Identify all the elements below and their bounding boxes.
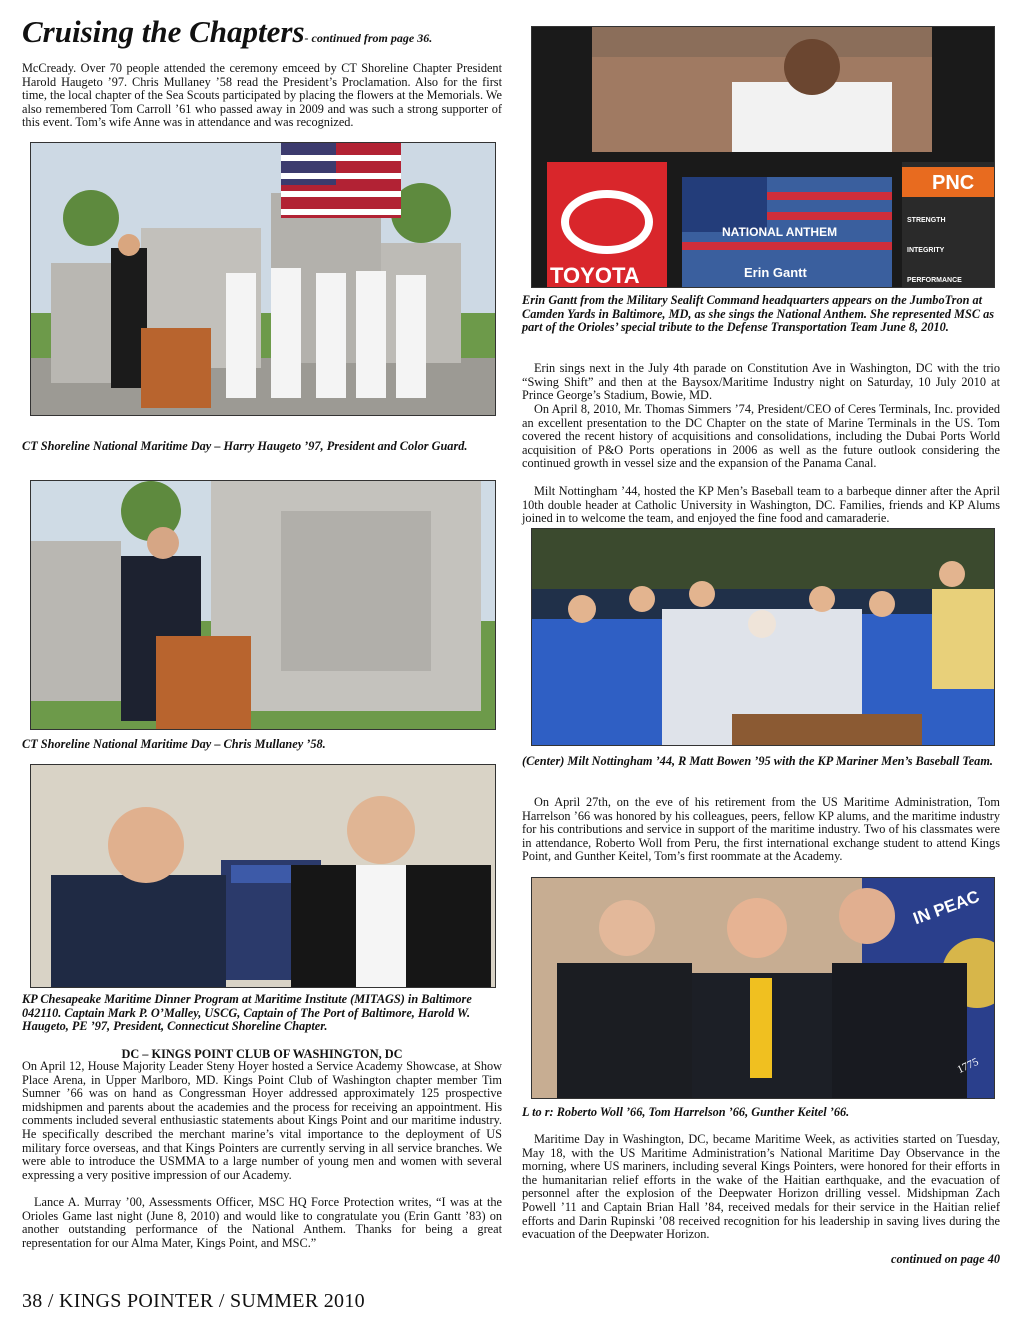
continued-from-note: - continued from page 36. (304, 31, 433, 45)
page-footer: 38 / KINGS POINTER / SUMMER 2010 (22, 1290, 365, 1312)
jumbotron-anthem-label: NATIONAL ANTHEM (722, 225, 838, 239)
jumbotron-performance-label: PERFORMANCE (907, 277, 962, 284)
intro-paragraph: McCready. Over 70 people attended the ceremony emceed by CT Shoreline Chapter President Harold Haugeto ’97. Chris Mullaney ’58 read the President’s Proclamation. Also for the first time, the local chapter of the Sea Scouts participated by placing the flowers at the Memorials. We also remembered Tom Carroll ’61 who passed away in 2009 and was such a strong supporter of this event. Tom’s wife Anne was in attendance and was recognized. (22, 61, 502, 130)
caption-chris-mullaney: CT Shoreline National Maritime Day – Chris Mullaney ’58. (22, 737, 326, 751)
caption-baseball-team: (Center) Milt Nottingham ’44, R Matt Bowen ’95 with the KP Mariner Men’s Baseball Team. (522, 754, 993, 768)
continued-on-note: continued on page 40 (891, 1252, 1000, 1266)
section-heading-dc: DC – KINGS POINT CLUB OF WASHINGTON, DC (121, 1047, 403, 1061)
paragraph-dc-showcase: On April 12, House Majority Leader Steny Hoyer hosted a Service Academy Showcase, at Show Place Arena, in Upper Marlboro, MD. Kings Point Club of Washington chapter member Tim Sumner ’66 was on hand as Congressman Hoyer addressed approximately 125 prospective midshipmen and parents about the academies and the process for receiving an appointment. His comments included several enthusiastic statements about Kings Point and our maritime industry. He specifically described the merchant marine’s vital importance to the deployment of US military force overseas, and that Kings Pointers are currently serving in all service branches. We were able to introduce the USMMA to a large number of young men and women with several expressing a very positive impression of our Academy. (22, 1059, 502, 1182)
jumbotron-strength-label: STRENGTH (907, 217, 946, 224)
paragraph-simmers: On April 8, 2010, Mr. Thomas Simmers ’74, President/CEO of Ceres Terminals, Inc. provided an excellent presentation to the DC Chapter on the state of Marine Terminals in the US. Tom covered the recent history of acquisitions and consolidations, including the Dubai Ports World acquisition of P&O Ports operations in 2006 as well as the future outlook considering the continued growth in vessel size and the expansion of the Panama Canal. (522, 402, 1000, 471)
paragraph-maritime-week: Maritime Day in Washington, DC, became Maritime Week, as activities started on Tuesday, May 18, with the US Maritime Administration’s National Maritime Day Observance in the morning, where US mariners, including several Kings Pointers, were honored for their efforts in the humanitarian relief efforts in the wake of the Haitian earthquake, and the evacuation of personnel after the explosion of the Deepwater Horizon drilling vessel. Midshipman Zach Powell ’11 and Captain Brian Hall ’84, received medals for their service in the Haitian relief efforts and Darin Rupinski ’08 received recognition for his leadership in saving lives during the evacuation of the Deepwater Horizon. (522, 1132, 1000, 1242)
banner-text: IN PEAC (910, 886, 982, 929)
photo-chris-mullaney (30, 480, 496, 730)
photo-baseball-team (531, 528, 995, 746)
photo-woll-harrelson-keitel (531, 877, 995, 1099)
caption-three-men: L to r: Roberto Woll ’66, Tom Harrelson ’66, Gunther Keitel ’66. (522, 1105, 850, 1119)
photo-jumbotron (531, 26, 995, 288)
paragraph-dc-murray: Lance A. Murray ’00, Assessments Officer, MSC HQ Force Protection writes, “I was at the Orioles Game last night (June 8, 2010) and would like to congratulate you (Erin Gantt ’83) on another outstanding performance of the National Anthem. Thanks for being a great representation for our Alma Mater, Kings Point, and MSC.” (22, 1195, 502, 1250)
caption-color-guard: CT Shoreline National Maritime Day – Harry Haugeto ’97, President and Color Guard. (22, 439, 468, 453)
jumbotron-integrity-label: INTEGRITY (907, 247, 945, 254)
caption-kp-chesapeake: KP Chesapeake Maritime Dinner Program at Maritime Institute (MITAGS) in Baltimore 042110. Captain Mark P. O’Malley, USCG, Captain of The Port of Baltimore, Harold W. Haugeto, PE ’97, President, Connecticut Shoreline Chapter. (22, 992, 472, 1034)
paragraph-harrelson: On April 27th, on the eve of his retirement from the US Maritime Administration, Tom Harrelson ’66 was honored by his colleagues, peers, fellow KP alums, and the maritime industry for his contributions and service in support of the maritime industry. Two of his classmates were in attendance, Roberto Woll from Peru, the first international exchange student to attend Kings Point, and Gunther Keitel, Tom’s first roommate at the Academy. (522, 795, 1000, 864)
jumbotron-name-label: Erin Gantt (744, 265, 807, 280)
paragraph-erin-sings: Erin sings next in the July 4th parade on Constitution Ave in Washington, DC with the trio “Swing Shift” and then at the Baysox/Maritime Industry night on Saturday, 10 July 2010 at Prince George’s Stadium, Bowie, MD. (522, 361, 1000, 403)
jumbotron-pnc-label: PNC (932, 172, 975, 194)
caption-jumbotron: Erin Gantt from the Military Sealift Command headquarters appears on the JumboTron at Camden Yards in Baltimore, MD, as she sings the National Anthem. She represented MSC as part of the Orioles’ special tribute to the Defense Transportation Team June 8, 2010. (522, 293, 995, 335)
page-title (22, 14, 432, 50)
paragraph-nottingham: Milt Nottingham ’44, hosted the KP Men’s Baseball team to a barbeque dinner after the April 10th double header at Catholic University in Washington, DC. Families, friends and KP Alums joined in to welcome the team, and enjoyed the fine food and camaraderie. (522, 484, 1000, 526)
photo-kp-chesapeake-dinner (30, 764, 496, 988)
photo-color-guard (30, 142, 496, 416)
banner-year: 1775 (955, 1055, 981, 1077)
jumbotron-toyota-label: TOYOTA (550, 263, 640, 288)
title-text: Cruising the Chapters (22, 14, 305, 49)
